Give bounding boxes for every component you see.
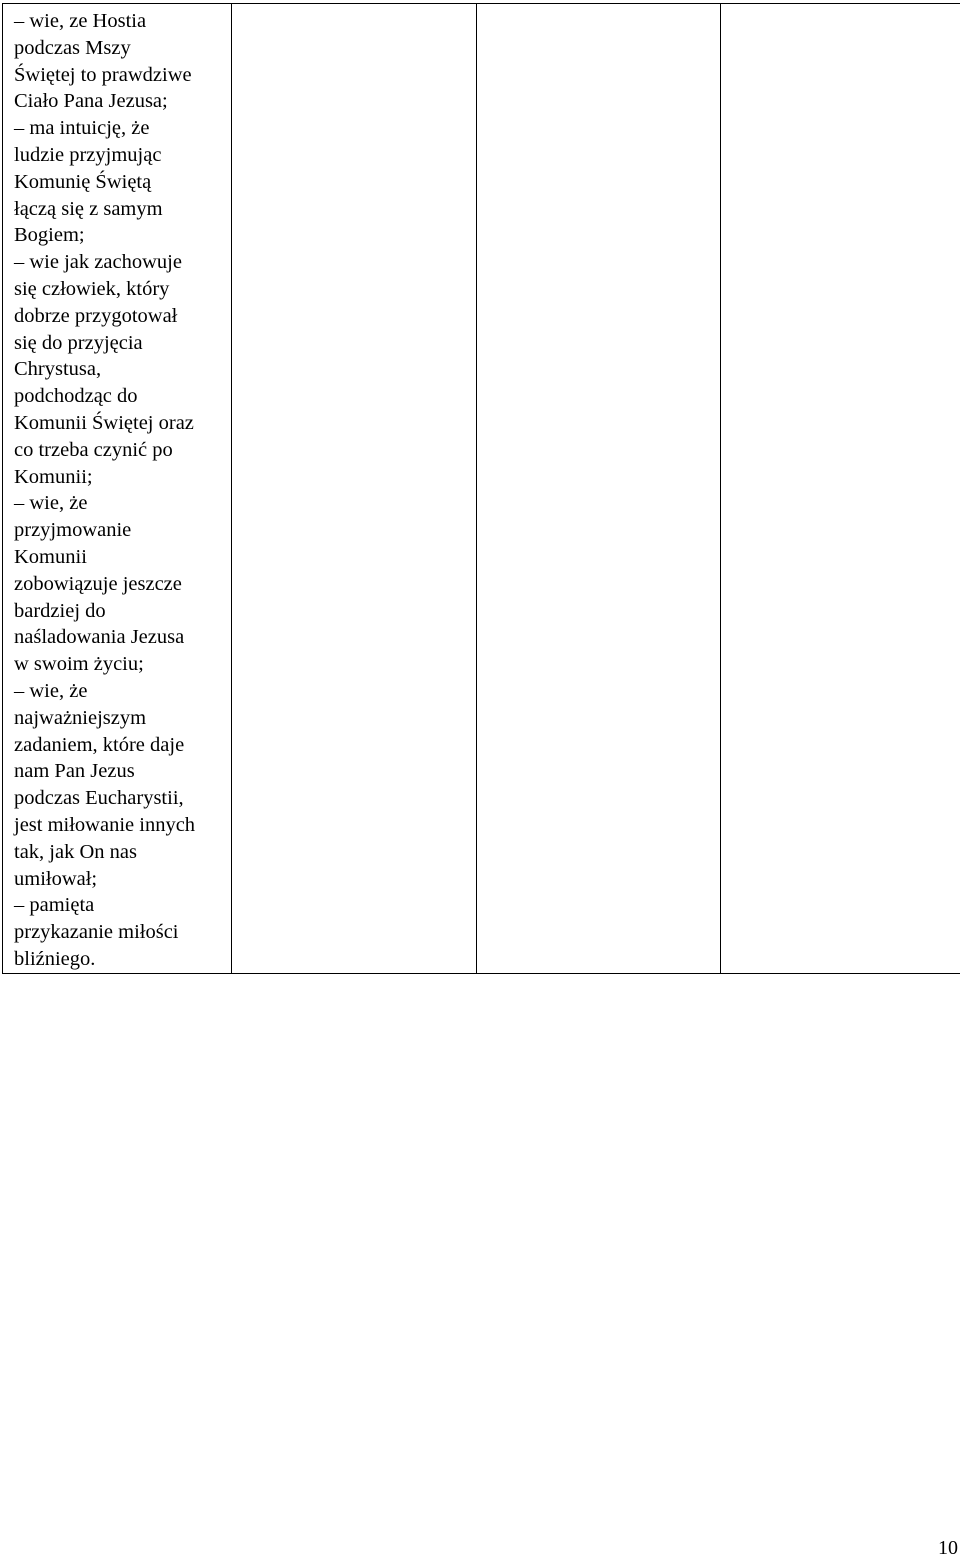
text-line: łączą się z samym — [14, 196, 231, 223]
requirements-table — [2, 3, 960, 974]
text-line: się człowiek, który — [14, 276, 231, 303]
text-line: – wie, ze Hostia — [14, 8, 231, 35]
text-line: zobowiązuje jeszcze — [14, 571, 231, 598]
text-line: nam Pan Jezus — [14, 758, 231, 785]
text-line: naśladowania Jezusa — [14, 624, 231, 651]
text-line: w swoim życiu; — [14, 651, 231, 678]
text-line: – pamięta — [14, 892, 231, 919]
text-line: jest miłowanie innych — [14, 812, 231, 839]
text-line: podczas Eucharystii, — [14, 785, 231, 812]
text-line: podczas Mszy — [14, 35, 231, 62]
text-line: Komunii; — [14, 464, 231, 491]
text-line: najważniejszym — [14, 705, 231, 732]
text-line: dobrze przygotował — [14, 303, 231, 330]
text-line: umiłował; — [14, 866, 231, 893]
text-line: przykazanie miłości — [14, 919, 231, 946]
text-line: Bogiem; — [14, 222, 231, 249]
requirements-text — [3, 4, 231, 973]
text-line: bardziej do — [14, 598, 231, 625]
text-line: podchodząc do — [14, 383, 231, 410]
text-line: Komunię Świętą — [14, 169, 231, 196]
text-line: Chrystusa, — [14, 356, 231, 383]
text-line: – ma intuicję, że — [14, 115, 231, 142]
text-line: – wie, że — [14, 678, 231, 705]
table-cell-empty — [721, 4, 960, 974]
page-number: 10 — [938, 1538, 958, 1558]
text-line: Komunii — [14, 544, 231, 571]
text-line: Ciało Pana Jezusa; — [14, 88, 231, 115]
table-cell-empty — [477, 4, 721, 974]
text-line: – wie jak zachowuje — [14, 249, 231, 276]
text-line: się do przyjęcia — [14, 330, 231, 357]
table-row — [3, 4, 960, 974]
text-line: – wie, że — [14, 490, 231, 517]
text-line: zadaniem, które daje — [14, 732, 231, 759]
text-line: bliźniego. — [14, 946, 231, 973]
text-line: co trzeba czynić po — [14, 437, 231, 464]
text-line: tak, jak On nas — [14, 839, 231, 866]
table-cell-requirements — [3, 4, 232, 974]
text-line: przyjmowanie — [14, 517, 231, 544]
table-cell-empty — [232, 4, 477, 974]
text-line: Świętej to prawdziwe — [14, 62, 231, 89]
text-line: ludzie przyjmując — [14, 142, 231, 169]
text-line: Komunii Świętej oraz — [14, 410, 231, 437]
